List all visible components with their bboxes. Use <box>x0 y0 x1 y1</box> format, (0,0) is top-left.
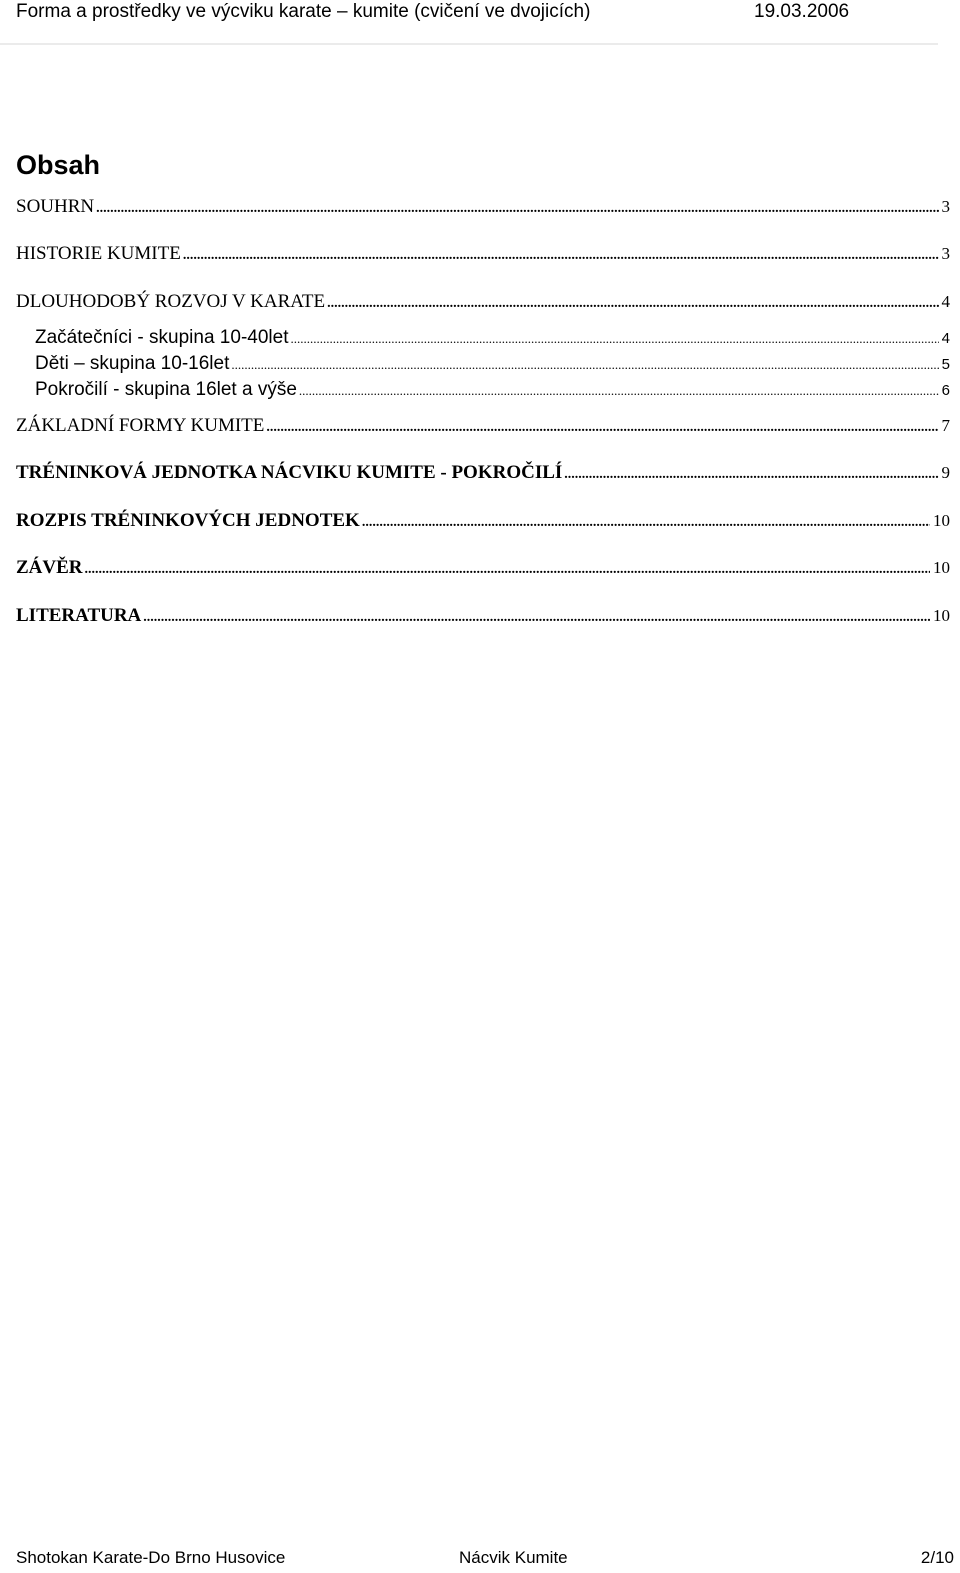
toc-entry-label: LITERATURA <box>16 605 142 626</box>
toc-entry-page: 4 <box>941 292 950 311</box>
toc-entry-historie-kumite[interactable] <box>16 242 950 268</box>
toc-entry-label: Pokročilí - skupina 16let a výše <box>35 379 297 400</box>
toc-entry-page: 10 <box>933 511 950 530</box>
dot-leader <box>143 606 930 630</box>
toc-heading: Obsah <box>16 150 101 180</box>
toc-entry-literatura[interactable] <box>16 604 950 630</box>
page-footer <box>16 1546 954 1570</box>
document-title: Forma a prostředky ve výcviku karate – kumite (cvičení ve dvojicích) <box>16 1 591 22</box>
toc-entry-page: 4 <box>941 330 950 347</box>
toc-entry-page: 5 <box>941 356 950 373</box>
toc-entry-rozpis[interactable] <box>16 509 950 535</box>
page-header <box>16 0 936 26</box>
toc-entry-page: 6 <box>941 382 950 399</box>
dot-leader <box>362 511 930 535</box>
toc-entry-label: ZÁKLADNÍ FORMY KUMITE <box>16 415 265 436</box>
dot-leader <box>290 327 938 351</box>
toc-entry-treninkova-jednotka[interactable] <box>16 461 950 487</box>
toc-entry-label: ROZPIS TRÉNINKOVÝCH JEDNOTEK <box>16 510 360 531</box>
toc-entry-zakladni-formy[interactable] <box>16 414 950 440</box>
toc-entry-deti[interactable] <box>35 352 950 377</box>
dot-leader <box>183 244 939 268</box>
toc-entry-label: TRÉNINKOVÁ JEDNOTKA NÁCVIKU KUMITE - POKROČILÍ <box>16 462 563 483</box>
dot-leader <box>327 292 938 316</box>
toc-entry-pokrocili[interactable] <box>35 378 950 403</box>
toc-entry-page: 7 <box>941 416 950 435</box>
toc-entry-dlouhodoby-rozvoj[interactable] <box>16 290 950 316</box>
toc-entry-label: HISTORIE KUMITE <box>16 243 181 264</box>
dot-leader <box>85 558 930 582</box>
footer-organization: Shotokan Karate-Do Brno Husovice <box>16 1548 286 1567</box>
toc-entry-page: 3 <box>941 197 950 216</box>
dot-leader <box>231 353 938 377</box>
dot-leader <box>96 197 938 221</box>
toc-entry-label: DLOUHODOBÝ ROZVOJ V KARATE <box>16 291 326 312</box>
toc-entry-page: 10 <box>933 606 950 625</box>
dot-leader <box>299 379 939 403</box>
document-date: 19.03.2006 <box>754 1 850 22</box>
dot-leader <box>266 416 938 440</box>
toc-entry-label: ZÁVĚR <box>16 557 83 578</box>
toc-entry-zacatecnici[interactable] <box>35 326 950 351</box>
header-divider <box>0 43 938 45</box>
toc-entry-label: SOUHRN <box>16 196 95 217</box>
toc-entry-souhrn[interactable] <box>16 195 950 221</box>
toc-entry-zaver[interactable] <box>16 556 950 582</box>
toc-entry-label: Děti – skupina 10-16let <box>35 353 230 374</box>
toc-entry-page: 9 <box>941 463 950 482</box>
footer-page-number: 2/10 <box>920 1548 954 1567</box>
toc-entry-page: 3 <box>941 244 950 263</box>
footer-subject: Nácvik Kumite <box>459 1548 568 1567</box>
toc-entry-label: Začátečníci - skupina 10-40let <box>35 327 289 348</box>
dot-leader <box>564 463 938 487</box>
toc-entry-page: 10 <box>933 558 950 577</box>
